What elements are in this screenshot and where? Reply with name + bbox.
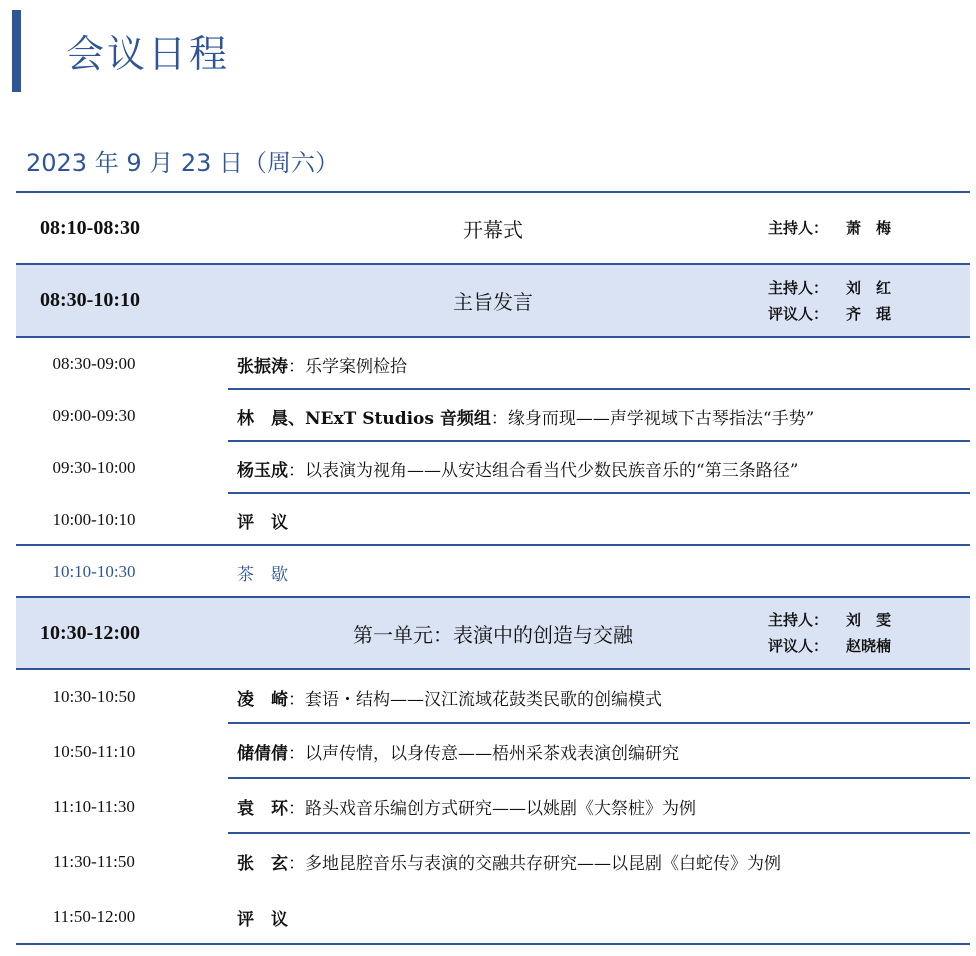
talk-separator: ： [288, 356, 305, 377]
talk-row [16, 670, 970, 724]
talk-time: 09:30-10:00 [52, 458, 136, 477]
talk-row [16, 338, 970, 390]
talk-time: 10:30-10:50 [52, 687, 136, 706]
host-line [768, 215, 891, 241]
talk-topic: 以表演为视角——从安达组合看当代少数民族音乐的“第三条路径” [305, 460, 799, 481]
tea-break-row [16, 546, 970, 598]
date-heading: 2023 年 9 月 23 日（周六） [26, 149, 340, 177]
host-name: 刘 雯 [846, 611, 892, 629]
talk-row [16, 889, 970, 945]
talk-topic: 以声传情，以身传意——梧州采茶戏表演创编研究 [305, 744, 679, 764]
talk-speaker: 评 议 [237, 909, 288, 930]
session-time: 08:30-10:10 [40, 289, 140, 311]
talk-time: 09:00-09:30 [52, 406, 136, 425]
talk-separator: ： [288, 460, 305, 481]
talk-speaker: 凌 崎 [237, 689, 288, 710]
host-line [768, 275, 891, 301]
talk-text [237, 670, 962, 724]
talk-text [237, 834, 962, 889]
talk-row [16, 494, 970, 546]
talk-topic: 乐学案例检拾 [305, 356, 407, 377]
talk-speaker: 张振涛 [237, 356, 288, 377]
talk-separator: ： [288, 744, 305, 764]
talk-topic: 套语・结构——汉江流域花鼓类民歌的创编模式 [305, 689, 662, 710]
session-title: 开幕式 [463, 217, 523, 242]
talk-speaker: 林 晨、NExT Studios 音频组 [237, 408, 491, 429]
talk-time: 11:30-11:50 [53, 851, 135, 871]
talk-time: 08:30-09:00 [52, 354, 136, 373]
talk-separator: ： [490, 408, 508, 429]
talk-text [237, 442, 962, 494]
talk-text [237, 724, 962, 779]
talk-text [237, 889, 962, 945]
talk-row [16, 390, 970, 442]
title-accent-bar [12, 10, 21, 92]
talk-topic: 路头戏音乐编创方式研究——以姚剧《大祭桩》为例 [305, 799, 696, 819]
reviewer-label: 评议人： [768, 304, 829, 323]
host-label: 主持人： [768, 278, 829, 297]
session-hosts [768, 598, 891, 668]
reviewer-line [768, 633, 891, 659]
talk-row [16, 834, 970, 889]
tea-break-time: 10:10-10:30 [52, 562, 136, 581]
session-title: 第一单元：表演中的创造与交融 [353, 622, 633, 647]
reviewer-line [768, 301, 891, 327]
talk-speaker: 袁 环 [237, 799, 288, 819]
reviewer-name: 赵晓楠 [846, 637, 892, 655]
host-label: 主持人： [768, 219, 829, 237]
session-keynote [16, 265, 970, 338]
talk-time: 10:00-10:10 [52, 510, 136, 529]
talk-time: 10:50-11:10 [52, 741, 136, 761]
talk-separator: ： [288, 689, 305, 710]
talk-text [237, 779, 962, 834]
talk-text [237, 390, 962, 442]
talk-row [16, 779, 970, 834]
host-name: 刘 红 [846, 278, 892, 297]
reviewer-name: 齐 琨 [846, 304, 892, 323]
host-line [768, 607, 891, 633]
tea-break-label: 茶 歇 [237, 564, 288, 585]
talk-speaker: 杨玉成 [237, 460, 288, 481]
session-unit1 [16, 598, 970, 670]
schedule-table [16, 191, 970, 945]
talk-speaker: 评 议 [237, 512, 288, 533]
session-opening [16, 193, 970, 265]
talk-time: 11:50-12:00 [52, 907, 136, 926]
session-hosts [768, 265, 891, 336]
talk-row [16, 724, 970, 779]
host-name: 萧 梅 [846, 219, 892, 237]
talk-topic: 缘身而现——声学视域下古琴指法“手势” [507, 408, 815, 429]
session-title: 主旨发言 [453, 290, 533, 314]
talk-text [237, 494, 962, 546]
talk-row [16, 442, 970, 494]
talk-topic: 多地昆腔音乐与表演的交融共存研究——以昆剧《白蛇传》为例 [305, 854, 781, 874]
page-title: 会议日程 [66, 32, 231, 76]
talk-time: 11:10-11:30 [53, 796, 135, 816]
talk-separator: ： [288, 799, 305, 819]
talk-speaker: 储倩倩 [237, 744, 288, 764]
session-hosts [768, 193, 891, 263]
reviewer-label: 评议人： [768, 637, 829, 655]
talk-speaker: 张 玄 [237, 854, 288, 874]
host-label: 主持人： [768, 611, 829, 629]
session-time: 10:30-12:00 [40, 621, 140, 644]
talk-separator: ： [288, 854, 305, 874]
session-time: 08:10-08:30 [40, 216, 140, 239]
talk-text [237, 338, 962, 390]
